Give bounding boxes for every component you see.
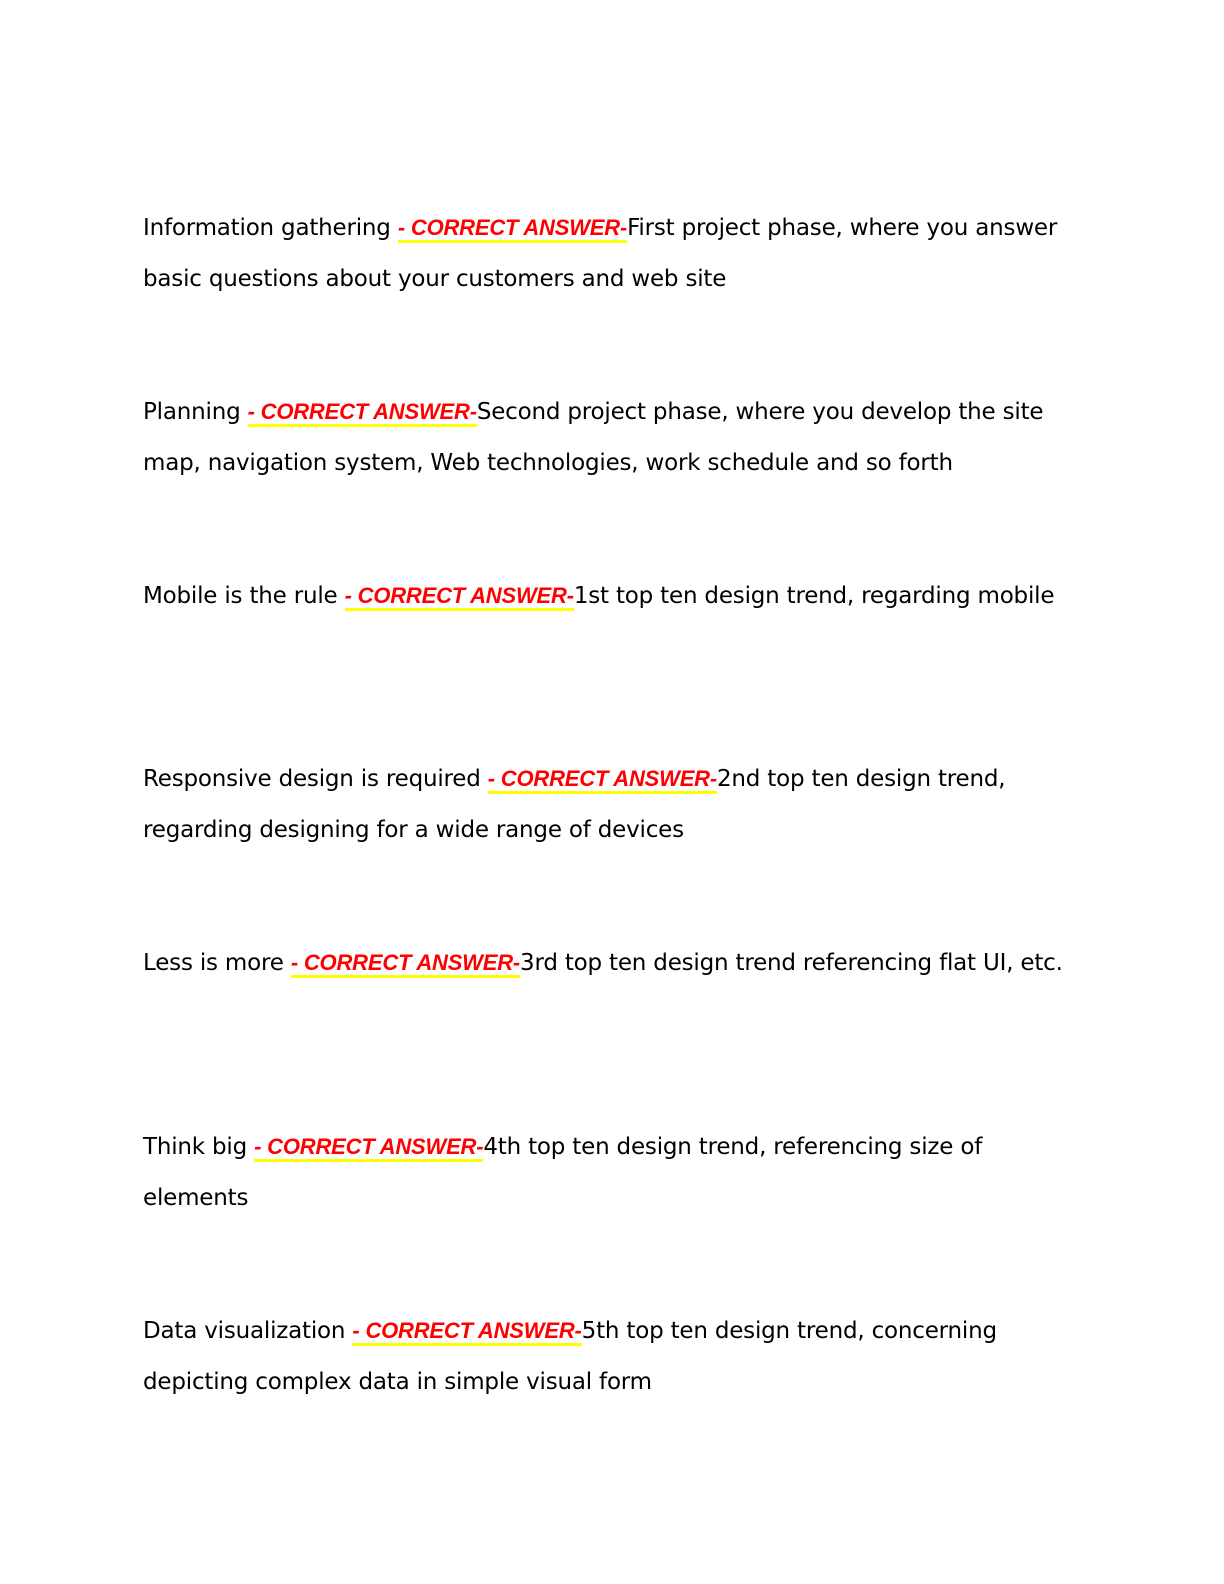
- qa-entry-think-big: [143, 1121, 1073, 1224]
- term: Responsive design is required: [143, 766, 481, 792]
- term: Mobile is the rule: [143, 583, 338, 609]
- qa-entry-mobile-is-the-rule: [143, 570, 1073, 622]
- correct-answer-marker: - CORRECT ANSWER-: [398, 215, 627, 243]
- term: Data visualization: [143, 1318, 346, 1344]
- qa-entry-planning: [143, 386, 1073, 489]
- term: Planning: [143, 399, 241, 425]
- correct-answer-marker: - CORRECT ANSWER-: [488, 766, 717, 794]
- qa-entry-data-visualization: [143, 1305, 1073, 1408]
- definition: Second project phase, where you develop the site map, navigation system, Web technologies, work schedule and so forth: [143, 399, 1044, 476]
- definition: 1st top ten design trend, regarding mobile: [573, 583, 1055, 609]
- definition: 2nd top ten design trend, regarding designing for a wide range of devices: [143, 766, 1006, 843]
- term: Information gathering: [143, 215, 391, 241]
- qa-entry-responsive-design: [143, 753, 1073, 856]
- correct-answer-marker: - CORRECT ANSWER-: [248, 399, 477, 427]
- definition: 5th top ten design trend, concerning depicting complex data in simple visual form: [143, 1318, 997, 1395]
- correct-answer-marker: - CORRECT ANSWER-: [291, 950, 520, 978]
- correct-answer-marker: - CORRECT ANSWER-: [345, 583, 574, 611]
- term: Think big: [143, 1134, 248, 1160]
- qa-entry-information-gathering: [143, 202, 1073, 305]
- definition: 4th top ten design trend, referencing size of elements: [143, 1134, 983, 1211]
- correct-answer-marker: - CORRECT ANSWER-: [352, 1318, 581, 1346]
- term: Less is more: [143, 950, 284, 976]
- definition: 3rd top ten design trend referencing flat UI, etc.: [520, 950, 1063, 976]
- correct-answer-marker: - CORRECT ANSWER-: [254, 1134, 483, 1162]
- definition: First project phase, where you answer basic questions about your customers and web site: [143, 215, 1058, 292]
- qa-entry-less-is-more: [143, 937, 1073, 989]
